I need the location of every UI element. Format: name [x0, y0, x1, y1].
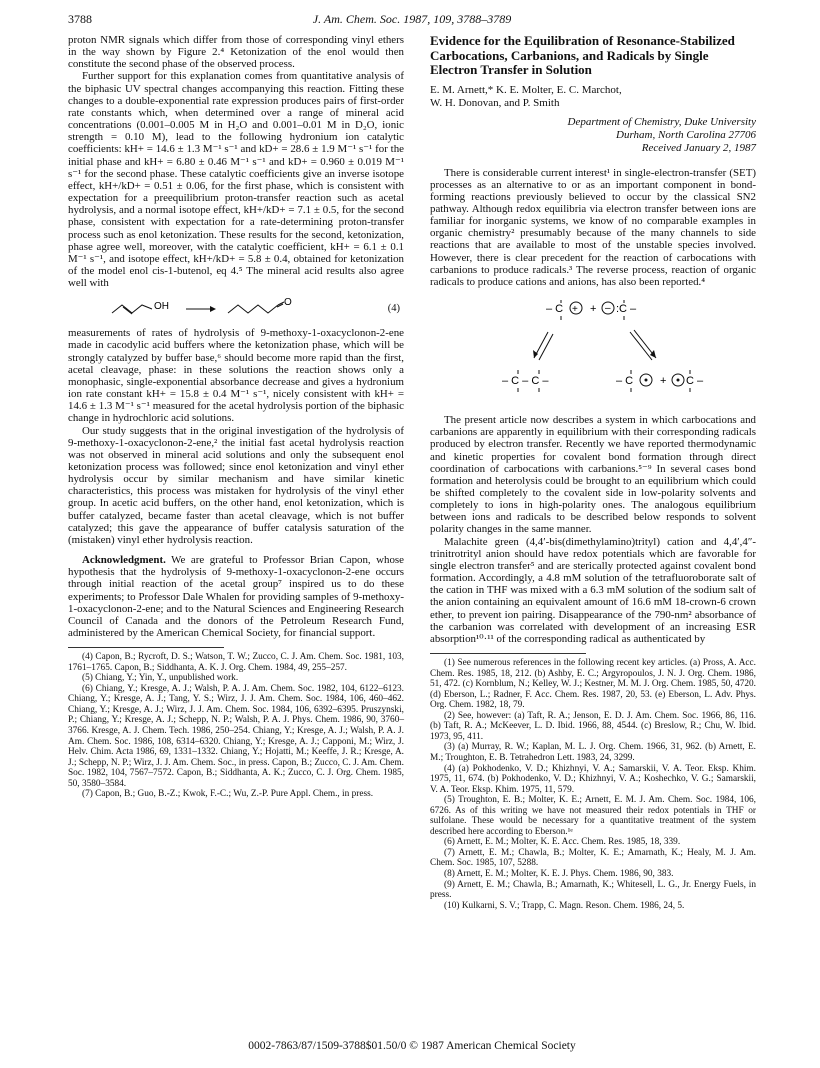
enol-ketonization-scheme: [108, 295, 328, 321]
footnote: (8) Arnett, E. M.; Molter, K. E. J. Phys. Chem. 1986, 90, 383.: [444, 868, 674, 879]
footnote: (4) Capon, B.; Rycroft, D. S.; Watson, T. W.; Zucco, C. J. Am. Chem. Soc. 1981, 103, 1761–1765. Capon, B.; Siddhanta, A. K. J. Org. Chem. 1984, 49, 255–257.: [68, 652, 404, 673]
footnote: (10) Kulkarni, S. V.; Trapp, C. Magn. Reson. Chem. 1986, 24, 5.: [444, 900, 685, 911]
paragraph: Further support for this explanation comes from quantitative analysis of the biphasic UV spectral changes accompanying this reaction. Fitting these changes to a double-exponential rate expression produces pairs of first-order rate constants which, when determined over a range of mineral acid concentrations (0.001–0.005 M in H₂O and 0.001–0.01 M in D₂O, ionic strength = 0.10 M), lead to the following hydronium ion catalytic coefficients: kH+ = 14.6 ± 1.3 M⁻¹ s⁻¹ and kD+ = 28.6 ± 1.9 M⁻¹ s⁻¹ for the initial phase and kH+ = 6.80 ± 0.46 M⁻¹ s⁻¹ and kD+ = 0.960 ± 0.019 M⁻¹ s⁻¹ for the second phase. These catalytic coefficients give an inverse isotope effect, kH+/kD+ = 0.51 ± 0.06, for the first phase, which is consistent with expectation for a preequilibrium proton-transfer reaction such as acetal hydrolysis, and a normal isotope effect, kH+/kD+ = 7.1 ± 0.5, for the second phase, consistent with expectation for a rate-determining proton-transfer process such as enol ketonization. These results for the second, ketonization, phase agree well, moreover, with the catalytic coefficient, kH+ = 6.1 ± 0.1 M⁻¹ s⁻¹, and isotope effect, kH+/kD+ = 5.8 ± 0.4, obtained for ketonization of the model enol cis-1-butenol, eq 4.⁵ The mineral acid results also agree well with: [68, 70, 404, 290]
ack-label: Acknowledgment.: [82, 554, 166, 567]
footnote: (4) (a) Pokhodenko, V. D.; Khizhnyi, V. A.; Samarskii, V. A. Teor. Eksp. Khim. 1975, 11, 674. (b) Pokhodenko, V. D.; Khizhnyi, V. A.; Koshechko, V. G.; Samarskii, V. A. Teor. Eksp. Khim. 1975, 11, 579.: [430, 763, 756, 795]
paragraph: The present article now describes a system in which carbocations and carbanions are apparently in equilibrium with their corresponding radicals produced by electron transfer. Recently we have reported thermodynamic and kinetic properties for covalent bond formation through direct coordination of carbocations with carbanions.⁵⁻⁹ In several cases bond formation and heterolysis could be brought to an equilibrium which could be shifted completely to the covalent side in low-polarity solvents and completely to ions in high-polarity ones. The analogous equilibrium between ions and radicals to be described below responds to solvent polarity changes in the same manner.: [430, 414, 756, 536]
svg-text:+: +: [590, 303, 597, 316]
svg-text:–: –: [605, 303, 611, 315]
equation-number: (4): [387, 303, 400, 315]
right-column: [430, 34, 756, 911]
oh-label: OH: [154, 301, 169, 313]
author-line: W. H. Donovan, and P. Smith: [430, 96, 560, 109]
redox-equilibrium-diagram: [430, 292, 756, 408]
paragraph: measurements of rates of hydrolysis of 9-methoxy-1-oxacyclonon-2-ene made in cacodylic acid buffers where the ketonization phase, which will be strongly catalyzed by buffer base,⁶ should become more rapid than the first, acetal cleavage, phase: in these solutions the reaction shows only a monophasic, single-exponential absorbance decrease and gives a hydronium ion rate constant kH+ = 15.8 ± 0.4 M⁻¹ s⁻¹, nicely consistent with kH+ = 14.6 ± 1.3 M⁻¹ s⁻¹ measured for the acetal hydrolysis portion of the biphasic change in hydrochloric acid solutions.: [68, 327, 404, 425]
article-title: Evidence for the Equilibration of Resonance-Stabilized Carbocations, Carbanions, and Radicals by Single Electron Transfer in Solution: [430, 33, 735, 77]
ack-text: We are grateful to Professor Brian Capon, whose hypothesis that the hydrolysis of 9-methoxy-1-oxacyclonon-2-ene occurs through initial reaction of the acetal group⁷ inspired us to do these experiments; to Professor Dale Whalen for providing samples of 9-methoxy-1-oxacyclonon-2-ene; and to the Natural Sciences and Engineering Research Council of Canada and the donors of the Petroleum Research Fund, administered by the American Chemical Society, for financial support.: [68, 554, 404, 640]
affiliation: [430, 116, 756, 155]
equation-4: [68, 295, 404, 321]
paragraph: proton NMR signals which differ from those of corresponding vinyl ethers in the way shown by Figure 2.⁴ Ketonization of the enol would then constitute the second phase of the observed process.: [68, 34, 404, 71]
page-header: [68, 12, 756, 28]
footnote: (7) Capon, B.; Guo, B.-Z.; Kwok, F.-C.; Wu, Z.-P. Pure Appl. Chem., in press.: [82, 789, 374, 800]
footnotes-right: [430, 658, 756, 911]
footnote: (6) Arnett, E. M.; Molter, K. E. Acc. Chem. Res. 1985, 18, 339.: [444, 837, 681, 848]
svg-text:+: +: [660, 375, 667, 388]
affiliation-line: Durham, North Carolina 27706: [616, 128, 756, 141]
svg-text:C –: C –: [686, 375, 704, 388]
left-column: [68, 34, 404, 800]
authors: [430, 84, 756, 110]
footnote: (6) Chiang, Y.; Kresge, A. J.; Walsh, P. A. J. Am. Chem. Soc. 1982, 104, 6122–6123. Chiang, Y.; Kresge, A. J.; Tang, Y. S.; Wirz, J. J. Am. Chem. Soc. 1984, 106, 460–462. Chiang, Y.; Kresge, A. J.; Wirz, J. J. Am. Chem. Soc. 1984, 106, 6392–6395. Pruszynski, P.; Chiang, Y.; Kresge, A. J.; Schepp, N. P.; Walsh, P. A. J. Phys. Chem. 1986, 90, 3760–3766. Kresge, A. J. Chem. Tech. 1986, 250–254. Chiang, Y.; Kresge, A. J.; Walsh, P. A. J. Am. Chem. Soc. 1986, 108, 6314–6320. Chiang, Y.; Kresge, A. J.; Capponi, M.; Wirz, J. Helv. Chim. Acta 1986, 69, 1331–1332. Chiang, Y.; Hojatti, M.; Keeffe, J. R.; Kresge, A. J.; Schepp, N. P.; Wirz, J. J. Am. Chem. Soc., in press. Capon, B.; Zucco, C. J. Am. Chem. Soc. 1982, 104, 7567–7572. Capon, B.; Siddhanta, A. K.; Zucco, C. J. Org. Chem. 1985, 50, 3580–3584.: [68, 683, 404, 789]
footnotes-left: [68, 652, 404, 800]
arrow-icon: [210, 306, 216, 312]
footnote: (3) (a) Murray, R. W.; Kaplan, M. L. J. Org. Chem. 1966, 31, 962. (b) Arnett, E. M.; Troughton, E. B. Tetrahedron Lett. 1983, 24, 3299.: [430, 742, 756, 763]
author-line: E. M. Arnett,* K. E. Molter, E. C. Marchot,: [430, 83, 622, 96]
acknowledgment: [68, 554, 404, 639]
footnote: (2) See, however: (a) Taft, R. A.; Jenson, E. D. J. Am. Chem. Soc. 1966, 86, 116. (b) Taft, R. A.; McKeever, L. D. Ibid. 1966, 88, 4544. (c) Breslow, R.; Chu, W. Ibid. 1973, 95, 411.: [430, 710, 756, 742]
svg-text:– C: – C: [616, 375, 634, 388]
received-date: Received January 2, 1987: [641, 141, 756, 154]
footnote-rule: [68, 647, 224, 648]
o-label: O: [284, 297, 292, 309]
svg-text::C –: :C –: [616, 303, 637, 316]
svg-text:+: +: [572, 304, 578, 316]
footnote: (5) Chiang, Y.; Yin, Y., unpublished work.: [82, 673, 239, 684]
page-footer: 0002-7863/87/1509-3788$01.50/0 © 1987 American Chemical Society: [248, 1040, 576, 1052]
paragraph: Our study suggests that in the original investigation of the hydrolysis of 9-methoxy-1-oxacyclonon-2-ene,² the initial fast acetal hydrolysis reaction was not observed in mineral acid solutions and only the subsequent enol ketonization process was followed; since enol ketonization and vinyl ether hydrolysis occur by similar mechanism and have similar kinetic characteristics, this process was mistaken for hydrolysis of the vinyl ether group. In acetic acid buffers, on the other hand, enol ketonization, which is buffer catalyzed, became faster than acetal cleavage, which is not buffer catalyzed; this gave the appearance of buffer catalysis saturation of the (mistaken) vinyl ether hydrolysis reaction.: [68, 424, 404, 546]
footnote: (5) Troughton, E. B.; Molter, K. E.; Arnett, E. M. J. Am. Chem. Soc. 1984, 106, 6726. As of this writing we have not measured their redox potentials in THF or sulfolane. These would be necessary for a quantitative treatment of the system described here according to Eberson.¹ᵉ: [430, 795, 756, 837]
svg-text:– C: – C: [546, 303, 564, 316]
footnote: (7) Arnett, E. M.; Chawla, B.; Molter, K. E.; Amarnath, K.; Healy, M. J. Am. Chem. Soc. 1985, 107, 5288.: [430, 847, 756, 869]
page-number: 3788: [68, 12, 92, 26]
affiliation-line: Department of Chemistry, Duke University: [567, 115, 756, 128]
footnote-rule: [430, 653, 586, 654]
footnote: (1) See numerous references in the following recent key articles. (a) Pross, A. Acc. Chem. Res. 1985, 18, 212. (b) Ashby, E. C.; Argyropoulos, J. N. J. Org. Chem. 1986, 51, 472. (c) Kornblum, N.; Kelley, W. J.; Kestner, M. M. J. Org. Chem. 1985, 50, 4720. (d) Eberson, L.; Radner, F. Acc. Chem. Res. 1987, 20, 53. (e) Eberson, L. Adv. Phys. Org. Chem. 1982, 18, 79.: [430, 658, 756, 711]
equilibrium-scheme: [430, 292, 756, 408]
svg-text:– C – C –: – C – C –: [502, 375, 549, 388]
paragraph: Malachite green (4,4′-bis(dimethylamino)trityl) cation and 4,4′,4″-trinitrotrityl anion should have redox potentials which are favorable for single electron transfer⁵ and are sterically protected against covalent bond formation. Accordingly, a 4.8 mM solution of the tetrafluoroborate salt of the cation in THF was mixed with a 6.3 mM solution of the sodium salt of the anion containing an equivalent amount of 16.6 mM 18-crown-6 crown ether, to prevent ion pairing. Disappearance of the 790-nm² absorbance of the carbanion was correlated with development of an increasing ESR absorption¹⁰·¹¹ of the corresponding radical as authenticated by: [430, 535, 756, 645]
journal-citation: J. Am. Chem. Soc. 1987, 109, 3788–3789: [312, 12, 512, 26]
paragraph: There is considerable current interest¹ in single-electron-transfer (SET) processes as an alternative to or as an important component in bond-forming reactions previously believed to occur by the classical SN2 pathway. Although redox equilibria via electron transfer between ions are familiar for inorganic systems, we know of no comparable examples in organic chemistry² presumably because of the many channels to side reactions that are available to most of the unstable species involved. However, there is clear precedent for the reaction of carbocations with carbanions to produce radicals.³ The reverse process, reaction of organic radicals to produce cations and anions, has also been reported.⁴: [430, 166, 756, 288]
footnote: (9) Arnett, E. M.; Chawla, B.; Amarnath, K.; Whitesell, L. G., Jr. Energy Fuels, in press.: [430, 879, 756, 901]
